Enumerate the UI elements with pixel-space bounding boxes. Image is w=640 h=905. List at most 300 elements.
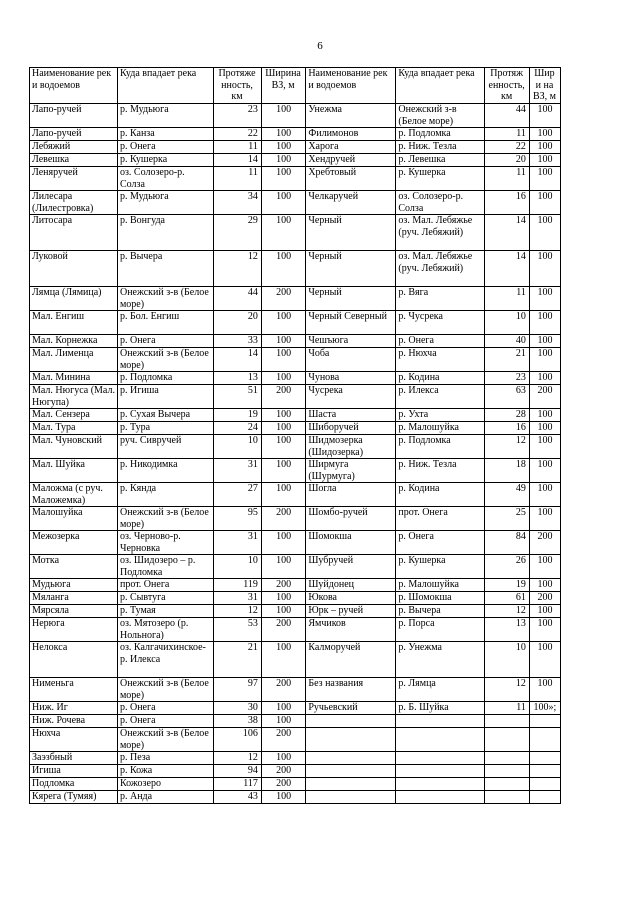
zone-width-2: 100 bbox=[529, 678, 560, 702]
river-name: Ниж. Иг bbox=[30, 702, 118, 715]
table-row bbox=[30, 409, 561, 422]
flows-into-2 bbox=[396, 728, 485, 752]
zone-width-2: 100 bbox=[529, 618, 560, 642]
length-km-2: 14 bbox=[485, 215, 530, 251]
flows-into-2: р. Чусрека bbox=[396, 311, 485, 335]
length-km: 34 bbox=[214, 191, 262, 215]
river-name-2: Юрк – ручей bbox=[306, 605, 396, 618]
river-name-2: Чоба bbox=[306, 348, 396, 372]
river-name-2: Черный bbox=[306, 287, 396, 311]
river-name-2: Филимонов bbox=[306, 128, 396, 141]
length-km: 10 bbox=[214, 555, 262, 579]
rivers-table bbox=[29, 67, 561, 804]
river-name: Маложма (с руч. Маложемка) bbox=[30, 483, 118, 507]
length-km: 12 bbox=[214, 251, 262, 287]
river-name: Нименьга bbox=[30, 678, 118, 702]
zone-width: 100 bbox=[261, 348, 306, 372]
zone-width: 100 bbox=[261, 422, 306, 435]
table-row bbox=[30, 678, 561, 702]
river-name: Мал. Корнежка bbox=[30, 335, 118, 348]
zone-width-2: 100 bbox=[529, 251, 560, 287]
zone-width: 200 bbox=[261, 507, 306, 531]
flows-into-2: р. Левешка bbox=[396, 154, 485, 167]
zone-width: 100 bbox=[261, 702, 306, 715]
river-name: Игиша bbox=[30, 765, 118, 778]
length-km-2: 12 bbox=[485, 605, 530, 618]
river-name-2: Челкаручей bbox=[306, 191, 396, 215]
zone-width: 100 bbox=[261, 372, 306, 385]
zone-width-2: 100 bbox=[529, 191, 560, 215]
zone-width: 200 bbox=[261, 385, 306, 409]
zone-width-2: 100 bbox=[529, 409, 560, 422]
flows-into-2: р. Кодина bbox=[396, 372, 485, 385]
river-name: Нюхча bbox=[30, 728, 118, 752]
table-row bbox=[30, 618, 561, 642]
zone-width-2: 100 bbox=[529, 154, 560, 167]
length-km: 23 bbox=[214, 104, 262, 128]
flows-into-2: р. Ухта bbox=[396, 409, 485, 422]
length-km: 19 bbox=[214, 409, 262, 422]
river-name: Луковой bbox=[30, 251, 118, 287]
length-km: 27 bbox=[214, 483, 262, 507]
zone-width: 100 bbox=[261, 251, 306, 287]
flows-into: р. Подломка bbox=[117, 372, 213, 385]
river-name-2: Ручьевский bbox=[306, 702, 396, 715]
river-name-2: Шиборучей bbox=[306, 422, 396, 435]
zone-width: 100 bbox=[261, 752, 306, 765]
length-km-2: 16 bbox=[485, 422, 530, 435]
river-name: Лапо-ручей bbox=[30, 128, 118, 141]
zone-width-2: 100 bbox=[529, 348, 560, 372]
zone-width: 100 bbox=[261, 555, 306, 579]
length-km-2: 28 bbox=[485, 409, 530, 422]
length-km: 12 bbox=[214, 605, 262, 618]
zone-width-2: 100 bbox=[529, 311, 560, 335]
zone-width: 200 bbox=[261, 579, 306, 592]
table-row bbox=[30, 167, 561, 191]
river-name-2: Шомбо-ручей bbox=[306, 507, 396, 531]
river-name-2: Шубручей bbox=[306, 555, 396, 579]
zone-width: 100 bbox=[261, 483, 306, 507]
flows-into: р. Тумая bbox=[117, 605, 213, 618]
zone-width-2 bbox=[529, 778, 560, 791]
flows-into: р. Вонгуда bbox=[117, 215, 213, 251]
river-name: Мал. Нюгуса (Мал. Нюгупа) bbox=[30, 385, 118, 409]
length-km-2: 12 bbox=[485, 435, 530, 459]
river-name: Мал. Шуйка bbox=[30, 459, 118, 483]
river-name-2: Юкова bbox=[306, 592, 396, 605]
zone-width: 200 bbox=[261, 678, 306, 702]
zone-width: 200 bbox=[261, 778, 306, 791]
flows-into-2: р. Илекса bbox=[396, 385, 485, 409]
river-name-2 bbox=[306, 728, 396, 752]
length-km: 38 bbox=[214, 715, 262, 728]
zone-width-2: 100 bbox=[529, 215, 560, 251]
flows-into-2: оз. Мал. Лебяжье (руч. Лебяжий) bbox=[396, 215, 485, 251]
length-km: 30 bbox=[214, 702, 262, 715]
table-row bbox=[30, 507, 561, 531]
flows-into-2: прот. Онега bbox=[396, 507, 485, 531]
table-row bbox=[30, 287, 561, 311]
flows-into: оз. Калгачихинское-р. Илекса bbox=[117, 642, 213, 678]
flows-into-2: оз. Мал. Лебяжье (руч. Лебяжий) bbox=[396, 251, 485, 287]
table-row bbox=[30, 531, 561, 555]
page-number: 6 bbox=[317, 40, 323, 52]
length-km: 21 bbox=[214, 642, 262, 678]
flows-into: р. Тура bbox=[117, 422, 213, 435]
zone-width: 200 bbox=[261, 287, 306, 311]
zone-width-2: 100 bbox=[529, 287, 560, 311]
table-row bbox=[30, 579, 561, 592]
flows-into-2: р. Онега bbox=[396, 531, 485, 555]
zone-width-2 bbox=[529, 752, 560, 765]
flows-into: оз. Солозеро-р. Солза bbox=[117, 167, 213, 191]
length-km: 43 bbox=[214, 791, 262, 804]
flows-into: р. Бол. Енгиш bbox=[117, 311, 213, 335]
length-km: 14 bbox=[214, 348, 262, 372]
zone-width: 100 bbox=[261, 191, 306, 215]
table-row bbox=[30, 702, 561, 715]
flows-into-2: р. Малошуйка bbox=[396, 422, 485, 435]
flows-into-2: р. Подломка bbox=[396, 435, 485, 459]
length-km: 51 bbox=[214, 385, 262, 409]
length-km: 11 bbox=[214, 167, 262, 191]
flows-into: Онежский з-в (Белое море) bbox=[117, 507, 213, 531]
zone-width: 100 bbox=[261, 167, 306, 191]
zone-width-2: 200 bbox=[529, 385, 560, 409]
length-km: 12 bbox=[214, 752, 262, 765]
header-name-2: Наименование рек и водоемов bbox=[306, 68, 396, 104]
flows-into: прот. Онега bbox=[117, 579, 213, 592]
zone-width: 100 bbox=[261, 104, 306, 128]
length-km-2: 84 bbox=[485, 531, 530, 555]
table-row bbox=[30, 642, 561, 678]
length-km-2: 13 bbox=[485, 618, 530, 642]
flows-into-2: р. Порса bbox=[396, 618, 485, 642]
zone-width: 100 bbox=[261, 128, 306, 141]
table-row bbox=[30, 715, 561, 728]
zone-width-2: 100 bbox=[529, 128, 560, 141]
length-km: 11 bbox=[214, 141, 262, 154]
header-name: Наименование рек и водоемов bbox=[30, 68, 118, 104]
header-length-2: Протяж енность, км bbox=[485, 68, 530, 104]
table-row bbox=[30, 765, 561, 778]
flows-into: оз. Шидозеро – р. Подломка bbox=[117, 555, 213, 579]
length-km-2: 40 bbox=[485, 335, 530, 348]
length-km-2: 12 bbox=[485, 678, 530, 702]
flows-into: р. Онега bbox=[117, 335, 213, 348]
flows-into-2 bbox=[396, 715, 485, 728]
river-name: Нерюга bbox=[30, 618, 118, 642]
river-name-2: Черный bbox=[306, 251, 396, 287]
length-km-2: 11 bbox=[485, 167, 530, 191]
zone-width: 100 bbox=[261, 335, 306, 348]
zone-width-2: 100 bbox=[529, 605, 560, 618]
zone-width: 100 bbox=[261, 409, 306, 422]
flows-into: р. Кушерка bbox=[117, 154, 213, 167]
zone-width: 100 bbox=[261, 605, 306, 618]
length-km-2: 11 bbox=[485, 702, 530, 715]
river-name: Мал. Енгиш bbox=[30, 311, 118, 335]
flows-into: Онежский з-в (Белое море) bbox=[117, 728, 213, 752]
zone-width: 100 bbox=[261, 715, 306, 728]
table-row bbox=[30, 348, 561, 372]
length-km: 13 bbox=[214, 372, 262, 385]
river-name: Мал. Минина bbox=[30, 372, 118, 385]
flows-into: Онежский з-в (Белое море) bbox=[117, 678, 213, 702]
length-km-2: 63 bbox=[485, 385, 530, 409]
zone-width-2: 200 bbox=[529, 592, 560, 605]
flows-into-2: Онежский з-в (Белое море) bbox=[396, 104, 485, 128]
flows-into: р. Онега bbox=[117, 715, 213, 728]
river-name-2: Чешъюга bbox=[306, 335, 396, 348]
flows-into-2: р. Нюхча bbox=[396, 348, 485, 372]
river-name: Мал. Лименца bbox=[30, 348, 118, 372]
table-row bbox=[30, 459, 561, 483]
header-flows: Куда впадает река bbox=[117, 68, 213, 104]
length-km-2: 11 bbox=[485, 287, 530, 311]
zone-width-2: 100»; bbox=[529, 702, 560, 715]
flows-into: р. Никодимка bbox=[117, 459, 213, 483]
length-km-2: 61 bbox=[485, 592, 530, 605]
flows-into-2: р. Ниж. Тезла bbox=[396, 459, 485, 483]
flows-into: р. Мудьюга bbox=[117, 104, 213, 128]
table-row bbox=[30, 791, 561, 804]
header-flows-2: Куда впадает река bbox=[396, 68, 485, 104]
river-name: Нелокса bbox=[30, 642, 118, 678]
flows-into-2: р. Шомокша bbox=[396, 592, 485, 605]
river-name-2 bbox=[306, 778, 396, 791]
zone-width: 100 bbox=[261, 531, 306, 555]
river-name: Леняручей bbox=[30, 167, 118, 191]
river-name: Лямца (Лямица) bbox=[30, 287, 118, 311]
river-name-2: Шаста bbox=[306, 409, 396, 422]
flows-into-2: р. Подломка bbox=[396, 128, 485, 141]
river-name: Кярега (Тумяя) bbox=[30, 791, 118, 804]
table-row bbox=[30, 335, 561, 348]
length-km: 22 bbox=[214, 128, 262, 141]
length-km-2: 22 bbox=[485, 141, 530, 154]
table-body bbox=[30, 104, 561, 804]
flows-into: р. Сухая Вычера bbox=[117, 409, 213, 422]
length-km-2: 21 bbox=[485, 348, 530, 372]
zone-width: 200 bbox=[261, 765, 306, 778]
length-km-2: 18 bbox=[485, 459, 530, 483]
flows-into-2: р. Лямца bbox=[396, 678, 485, 702]
flows-into: оз. Мятозеро (р. Нольнога) bbox=[117, 618, 213, 642]
zone-width: 100 bbox=[261, 311, 306, 335]
zone-width: 100 bbox=[261, 215, 306, 251]
length-km-2: 14 bbox=[485, 251, 530, 287]
flows-into: р. Вычера bbox=[117, 251, 213, 287]
river-name: Ниж. Рочева bbox=[30, 715, 118, 728]
header-width: Ширина ВЗ, м bbox=[261, 68, 306, 104]
length-km: 44 bbox=[214, 287, 262, 311]
river-name-2: Шидмозерка (Шидозерка) bbox=[306, 435, 396, 459]
length-km-2: 19 bbox=[485, 579, 530, 592]
zone-width-2 bbox=[529, 715, 560, 728]
length-km-2: 11 bbox=[485, 128, 530, 141]
zone-width-2: 100 bbox=[529, 483, 560, 507]
river-name: Левешка bbox=[30, 154, 118, 167]
zone-width-2 bbox=[529, 791, 560, 804]
header-width-2: Шири на ВЗ, м bbox=[529, 68, 560, 104]
river-name-2: Унежма bbox=[306, 104, 396, 128]
length-km-2: 44 bbox=[485, 104, 530, 128]
river-name: Мал. Сензера bbox=[30, 409, 118, 422]
flows-into-2 bbox=[396, 778, 485, 791]
river-name: Лилесара (Лилестровка) bbox=[30, 191, 118, 215]
length-km-2 bbox=[485, 728, 530, 752]
table-row bbox=[30, 104, 561, 128]
river-name: Мал. Тура bbox=[30, 422, 118, 435]
flows-into-2: р. Вычера bbox=[396, 605, 485, 618]
table-row bbox=[30, 141, 561, 154]
table-row bbox=[30, 154, 561, 167]
flows-into-2: р. Кодина bbox=[396, 483, 485, 507]
length-km: 53 bbox=[214, 618, 262, 642]
length-km-2: 49 bbox=[485, 483, 530, 507]
river-name-2 bbox=[306, 715, 396, 728]
flows-into-2 bbox=[396, 765, 485, 778]
flows-into: р. Пеза bbox=[117, 752, 213, 765]
river-name: Мал. Чуновский bbox=[30, 435, 118, 459]
length-km-2 bbox=[485, 752, 530, 765]
zone-width: 200 bbox=[261, 618, 306, 642]
flows-into: р. Сывтуга bbox=[117, 592, 213, 605]
river-name: Мудьюга bbox=[30, 579, 118, 592]
header-length: Протяже нность, км bbox=[214, 68, 262, 104]
flows-into-2: р. Кушерка bbox=[396, 167, 485, 191]
table-row bbox=[30, 385, 561, 409]
length-km: 14 bbox=[214, 154, 262, 167]
length-km: 106 bbox=[214, 728, 262, 752]
length-km-2 bbox=[485, 715, 530, 728]
table-row bbox=[30, 728, 561, 752]
zone-width: 100 bbox=[261, 435, 306, 459]
river-name: Мярсяла bbox=[30, 605, 118, 618]
flows-into-2: оз. Солозеро-р. Солза bbox=[396, 191, 485, 215]
river-name-2: Харога bbox=[306, 141, 396, 154]
length-km: 10 bbox=[214, 435, 262, 459]
river-name-2 bbox=[306, 791, 396, 804]
table-row bbox=[30, 592, 561, 605]
river-name: Подломка bbox=[30, 778, 118, 791]
length-km-2: 10 bbox=[485, 311, 530, 335]
zone-width-2: 100 bbox=[529, 555, 560, 579]
zone-width: 100 bbox=[261, 642, 306, 678]
table-row bbox=[30, 605, 561, 618]
length-km: 33 bbox=[214, 335, 262, 348]
river-name-2: Хребтовый bbox=[306, 167, 396, 191]
length-km-2: 25 bbox=[485, 507, 530, 531]
river-name: Лапо-ручей bbox=[30, 104, 118, 128]
zone-width: 100 bbox=[261, 459, 306, 483]
zone-width-2: 100 bbox=[529, 579, 560, 592]
length-km: 24 bbox=[214, 422, 262, 435]
length-km: 31 bbox=[214, 531, 262, 555]
river-name-2: Черный bbox=[306, 215, 396, 251]
table-row bbox=[30, 555, 561, 579]
river-name-2: Ямчиков bbox=[306, 618, 396, 642]
length-km-2 bbox=[485, 765, 530, 778]
length-km: 119 bbox=[214, 579, 262, 592]
river-name: Заэзбный bbox=[30, 752, 118, 765]
flows-into-2: р. Онега bbox=[396, 335, 485, 348]
length-km: 20 bbox=[214, 311, 262, 335]
flows-into-2: р. Б. Шуйка bbox=[396, 702, 485, 715]
length-km: 31 bbox=[214, 459, 262, 483]
table-row bbox=[30, 752, 561, 765]
river-name-2 bbox=[306, 752, 396, 765]
zone-width-2: 100 bbox=[529, 422, 560, 435]
zone-width-2: 200 bbox=[529, 531, 560, 555]
zone-width-2: 100 bbox=[529, 167, 560, 191]
flows-into-2 bbox=[396, 791, 485, 804]
river-name-2: Шуйдонец bbox=[306, 579, 396, 592]
river-name-2: Ширмуга (Шурмуга) bbox=[306, 459, 396, 483]
flows-into-2: р. Малошуйка bbox=[396, 579, 485, 592]
length-km-2 bbox=[485, 791, 530, 804]
river-name-2: Без названия bbox=[306, 678, 396, 702]
zone-width-2: 100 bbox=[529, 335, 560, 348]
flows-into: Онежский з-в (Белое море) bbox=[117, 348, 213, 372]
table-row bbox=[30, 251, 561, 287]
river-name: Межозерка bbox=[30, 531, 118, 555]
length-km: 97 bbox=[214, 678, 262, 702]
table-row bbox=[30, 372, 561, 385]
river-name-2: Шогла bbox=[306, 483, 396, 507]
flows-into-2 bbox=[396, 752, 485, 765]
zone-width-2 bbox=[529, 765, 560, 778]
zone-width-2: 100 bbox=[529, 372, 560, 385]
flows-into: р. Кожа bbox=[117, 765, 213, 778]
zone-width-2: 100 bbox=[529, 435, 560, 459]
river-name: Мяланга bbox=[30, 592, 118, 605]
table-row bbox=[30, 311, 561, 335]
flows-into: р. Онега bbox=[117, 141, 213, 154]
flows-into: Онежский з-в (Белое море) bbox=[117, 287, 213, 311]
river-name-2: Хендручей bbox=[306, 154, 396, 167]
flows-into: р. Игиша bbox=[117, 385, 213, 409]
flows-into: р. Мудьюга bbox=[117, 191, 213, 215]
zone-width: 100 bbox=[261, 592, 306, 605]
river-name-2 bbox=[306, 765, 396, 778]
table-row bbox=[30, 191, 561, 215]
zone-width-2: 100 bbox=[529, 459, 560, 483]
river-name-2: Шомокша bbox=[306, 531, 396, 555]
flows-into: р. Онега bbox=[117, 702, 213, 715]
flows-into: р. Канза bbox=[117, 128, 213, 141]
river-name: Литосара bbox=[30, 215, 118, 251]
river-name: Малошуйка bbox=[30, 507, 118, 531]
flows-into: оз. Черново-р. Черновка bbox=[117, 531, 213, 555]
river-name: Мотка bbox=[30, 555, 118, 579]
river-name-2: Черный Северный bbox=[306, 311, 396, 335]
zone-width: 100 bbox=[261, 154, 306, 167]
length-km-2: 26 bbox=[485, 555, 530, 579]
table-row bbox=[30, 215, 561, 251]
table-row bbox=[30, 778, 561, 791]
length-km: 29 bbox=[214, 215, 262, 251]
length-km-2: 23 bbox=[485, 372, 530, 385]
length-km-2: 16 bbox=[485, 191, 530, 215]
river-name: Лебяжий bbox=[30, 141, 118, 154]
zone-width: 100 bbox=[261, 791, 306, 804]
flows-into-2: р. Ниж. Тезла bbox=[396, 141, 485, 154]
table-row bbox=[30, 483, 561, 507]
length-km: 31 bbox=[214, 592, 262, 605]
